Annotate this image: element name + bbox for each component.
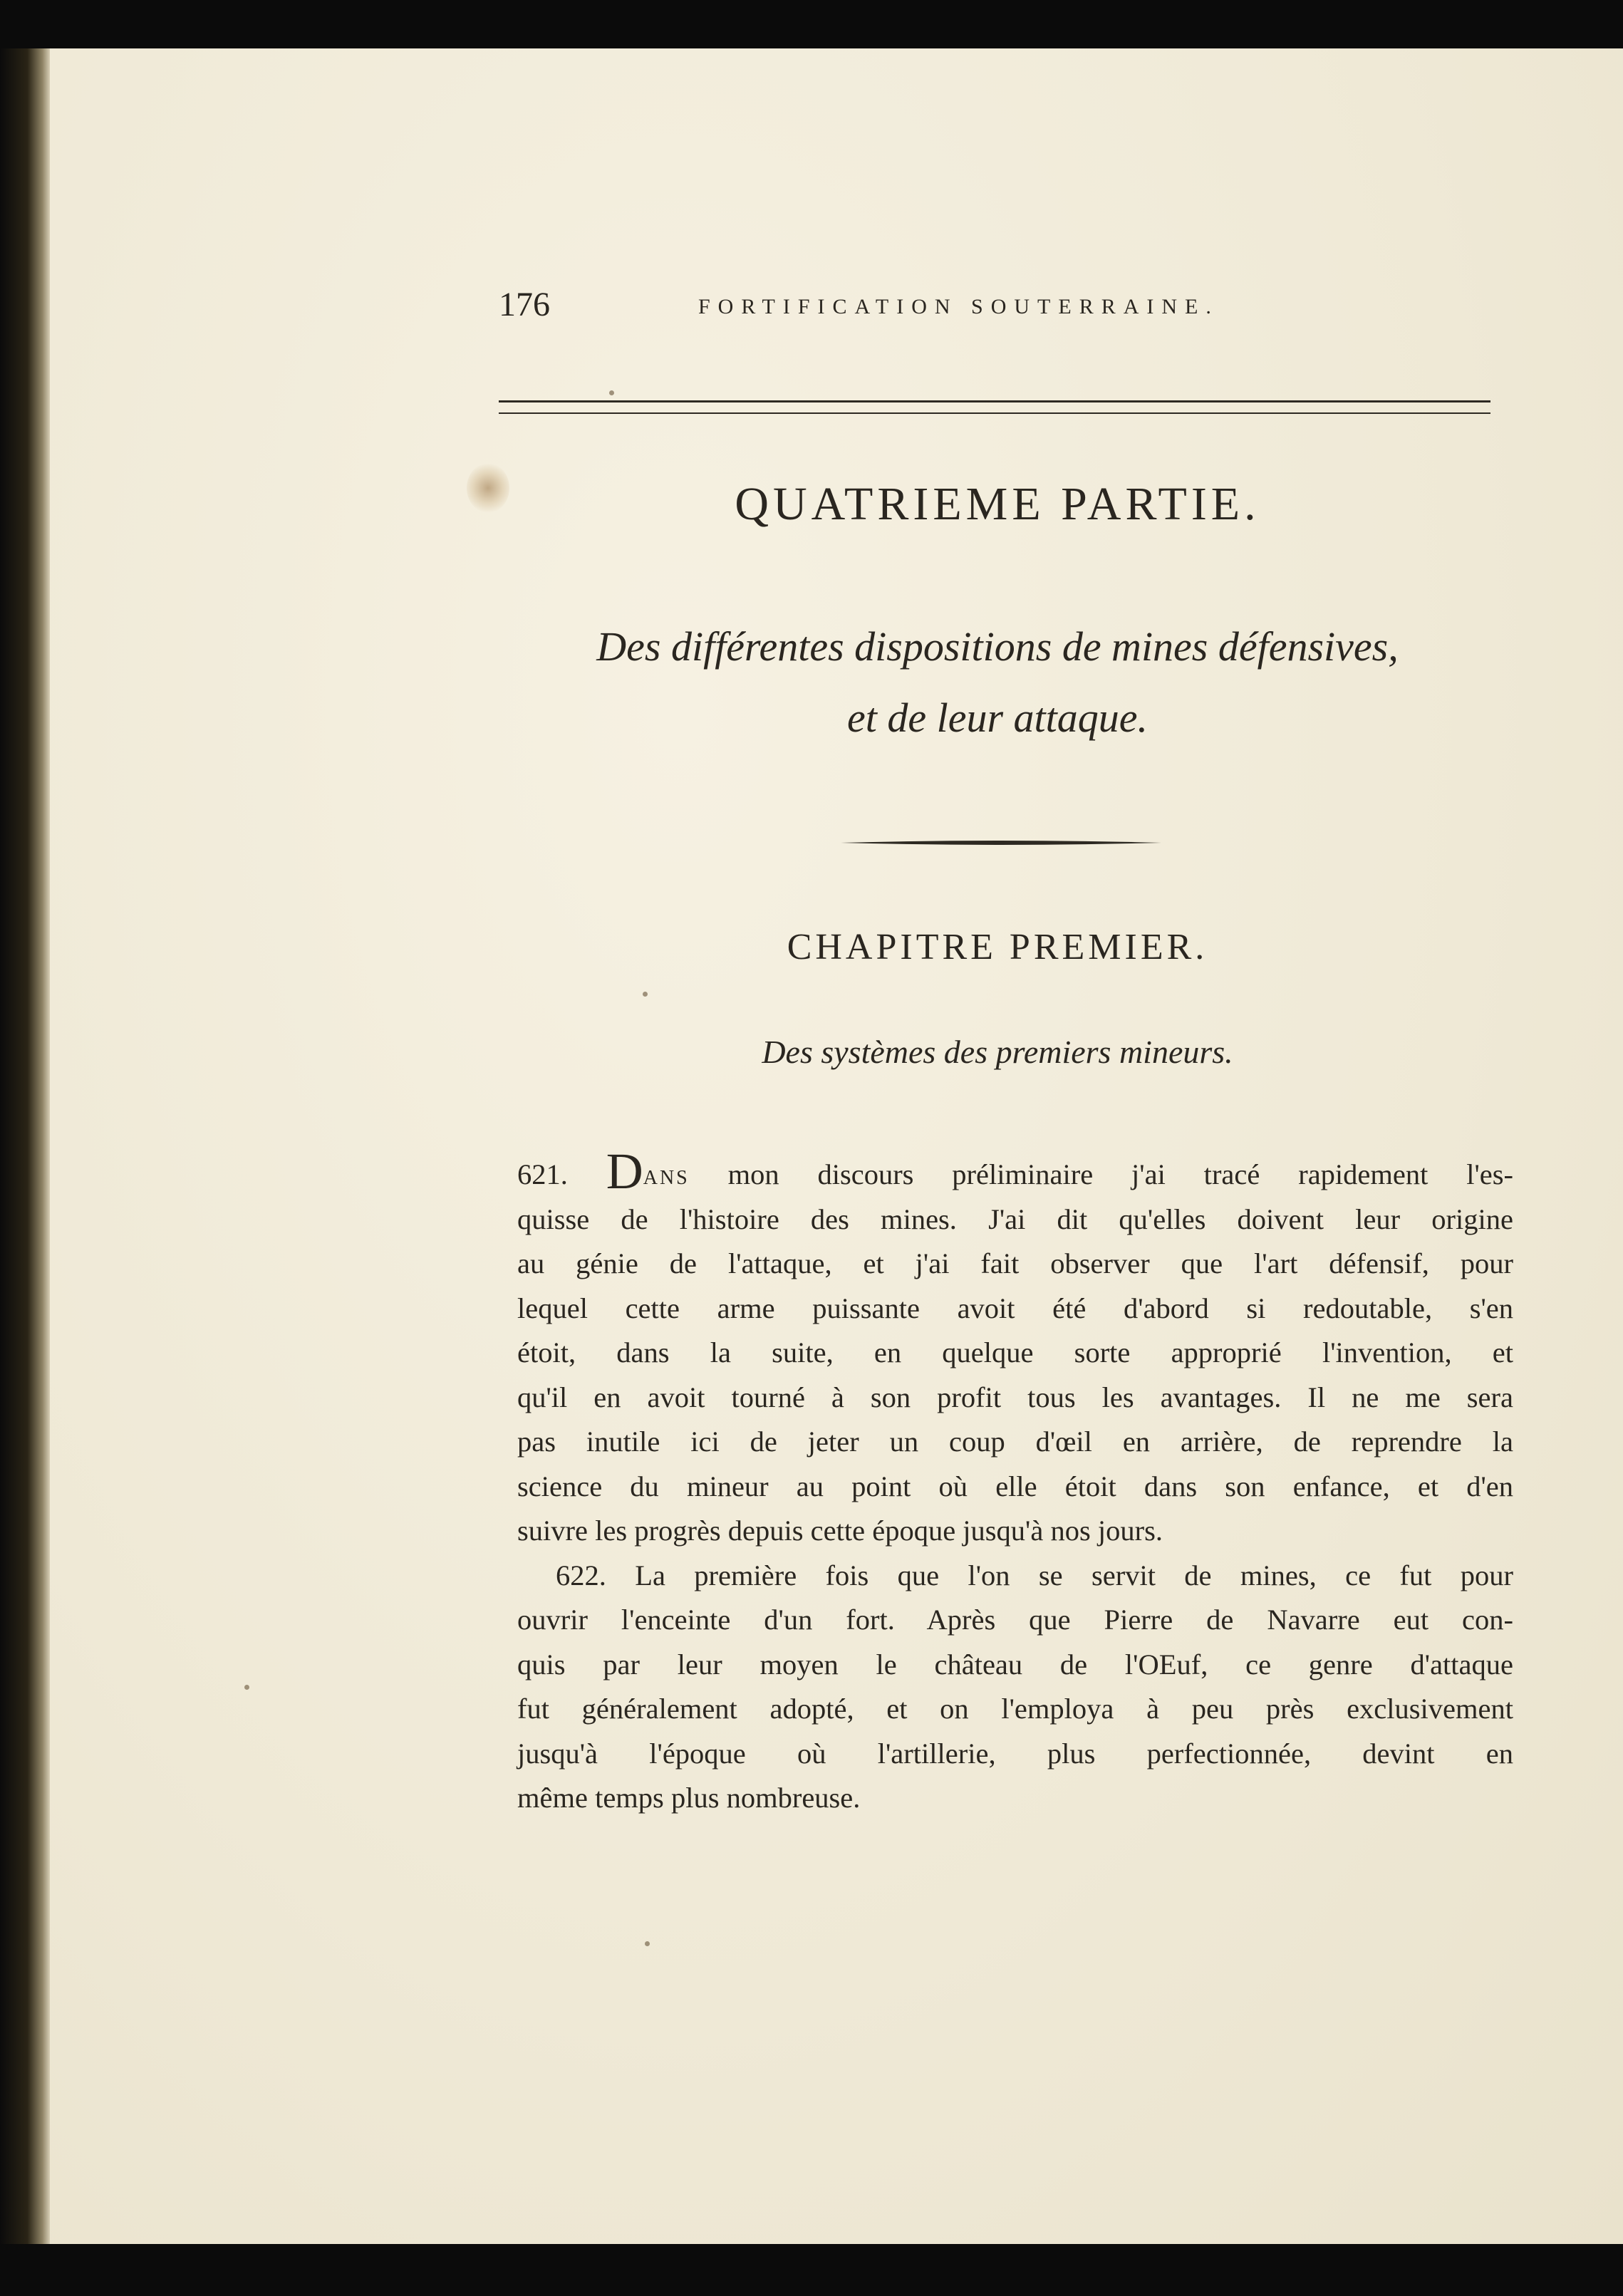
paragraph-622-line: 622. La première fois que l'on se servit de mines, ce fut pour <box>556 1559 1513 1591</box>
text-line: quis par leur moyen le château de l'OEuf, ce genre d'attaque <box>517 1648 1513 1681</box>
text-line: même temps plus nombreuse. <box>517 1782 861 1814</box>
text-line: ouvrir l'enceinte d'un fort. Après que Pierre de Navarre eut con- <box>517 1604 1513 1636</box>
paragraph-621-line <box>517 1143 1513 1200</box>
page-left-edge <box>0 48 50 2244</box>
text-line: jusqu'à l'époque où l'artillerie, plus perfectionnée, devint en <box>517 1737 1513 1770</box>
paper-speck <box>244 1685 249 1690</box>
part-title: QUATRIEME PARTIE. <box>735 478 1260 530</box>
header-double-rule <box>499 400 1490 414</box>
text-line: quisse de l'histoire des mines. J'ai dit qu'elles doivent leur origine <box>517 1202 1513 1235</box>
part-subtitle-line-2: et de leur attaque. <box>846 695 1148 741</box>
text-line: étoit, dans la suite, en quelque sorte approprié l'invention, et <box>517 1336 1513 1368</box>
drop-cap: D <box>606 1143 643 1200</box>
part-subtitle-line-1: Des différentes dispositions de mines défensives, <box>596 623 1399 670</box>
small-caps: ANS <box>643 1167 690 1189</box>
text-line: lequel cette arme puissante avoit été d'abord si redoutable, s'en <box>517 1292 1513 1324</box>
page-header <box>499 285 1496 328</box>
paper-speck <box>643 992 648 997</box>
running-head: FORTIFICATION SOUTERRAINE. <box>698 295 1219 318</box>
book-page <box>50 48 1623 2244</box>
paper-speck <box>645 1941 650 1946</box>
paper-speck <box>609 390 614 395</box>
page-number: 176 <box>499 286 550 323</box>
paragraph-number: 621. <box>517 1158 568 1190</box>
ornamental-swell-rule <box>841 839 1161 846</box>
chapter-title: CHAPITRE PREMIER. <box>787 927 1208 967</box>
body-text <box>517 1143 1513 1821</box>
text-line: fut généralement adopté, et on l'employa à peu près exclusivement <box>517 1693 1513 1725</box>
chapter-subtitle: Des systèmes des premiers mineurs. <box>762 1034 1233 1070</box>
text-line: suivre les progrès depuis cette époque jusqu'à nos jours. <box>517 1515 1163 1547</box>
part-subtitle <box>499 611 1496 754</box>
text-line: pas inutile ici de jeter un coup d'œil en arrière, de reprendre la <box>517 1425 1513 1458</box>
line-text: mon discours préliminaire j'ai tracé rapidement l'es- <box>689 1158 1513 1190</box>
text-line: qu'il en avoit tourné à son profit tous les avantages. Il ne me sera <box>517 1381 1513 1413</box>
text-line: au génie de l'attaque, et j'ai fait observer que l'art défensif, pour <box>517 1247 1513 1279</box>
text-line: science du mineur au point où elle étoit dans son enfance, et d'en <box>517 1470 1513 1502</box>
